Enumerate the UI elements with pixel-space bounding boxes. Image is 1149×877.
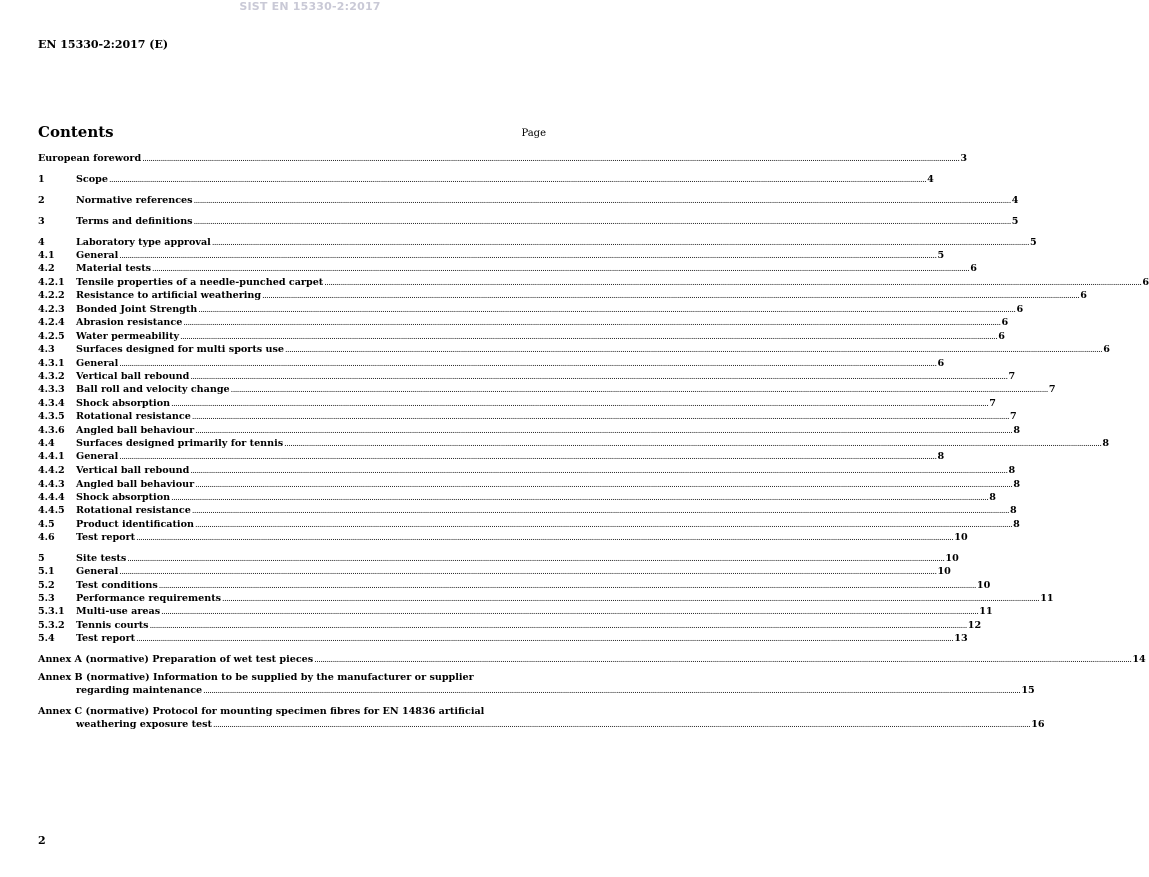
toc-entry-page: 10	[976, 580, 991, 591]
toc-entry-page: 8	[989, 492, 996, 503]
toc-entry-page: 8	[937, 451, 945, 462]
toc-entry-number: 4.3	[38, 344, 55, 355]
dot-leader: ................................................................................................................................................................................................................................................................................................................................................................................................................	[108, 175, 927, 184]
toc-entry[interactable]	[38, 316, 1009, 329]
toc-entry-title: Normative references	[76, 195, 193, 206]
toc-entry-title: General	[76, 358, 119, 369]
toc-entry[interactable]	[38, 450, 945, 463]
dot-leader: ................................................................................................................................................................................................................................................................................................................................................................................................................	[119, 452, 937, 461]
toc-entry-title: Scope	[76, 174, 108, 185]
toc-entry-title: Ball roll and velocity change	[76, 384, 230, 395]
toc-entry-number: 4.2.4	[38, 317, 65, 328]
toc-entry-page: 6	[1001, 317, 1009, 328]
toc-entry-number: 4.3.6	[38, 425, 65, 436]
toc-entry-page: 5	[937, 250, 945, 261]
toc-entry-page: 7	[1010, 411, 1017, 422]
toc-entry-page: 6	[970, 263, 977, 274]
toc-entry[interactable]	[38, 605, 993, 618]
toc-entry-page: 11	[979, 606, 993, 617]
toc-entry-page: 3	[960, 153, 968, 164]
dot-leader: ................................................................................................................................................................................................................................................................................................................................................................................................................	[262, 291, 1080, 300]
dot-leader: ................................................................................................................................................................................................................................................................................................................................................................................................................	[324, 278, 1142, 287]
toc-entry-title: Test report	[76, 532, 136, 543]
toc-entry-page: 8	[1013, 519, 1020, 530]
toc-entry-number: 4.4.3	[38, 479, 65, 490]
toc-entry-page: 5	[1011, 216, 1019, 227]
dot-leader: ................................................................................................................................................................................................................................................................................................................................................................................................................	[119, 359, 937, 368]
toc-entry-page: 6	[1080, 290, 1087, 301]
toc-entry[interactable]	[38, 410, 1017, 423]
toc-entry-page: 5	[1030, 237, 1037, 248]
toc-entry-page: 6	[1142, 277, 1149, 288]
toc-entry-title: Product identification	[76, 519, 194, 530]
toc-entry-page: 6	[1103, 344, 1110, 355]
dot-leader: ................................................................................................................................................................................................................................................................................................................................................................................................................	[136, 533, 954, 542]
contents-title: Contents	[38, 123, 114, 141]
toc-entry-page: 4	[927, 174, 934, 185]
toc-entry-number: 4.2.5	[38, 331, 65, 342]
toc-entry-number: 4.6	[38, 532, 55, 543]
toc-entry-number: 4.4.1	[38, 451, 65, 462]
toc-entry-number: 1	[38, 174, 45, 185]
toc-entry[interactable]	[38, 236, 1037, 249]
toc-entry[interactable]	[38, 531, 968, 544]
toc-entry-number: 5.3.2	[38, 620, 65, 631]
toc-entry[interactable]	[38, 478, 1021, 491]
toc-entry-title: Annex A (normative) Preparation of wet test pieces	[38, 654, 314, 665]
toc-entry-number: 2	[38, 195, 45, 206]
dot-leader: ................................................................................................................................................................................................................................................................................................................................................................................................................	[136, 634, 954, 643]
dot-leader: ................................................................................................................................................................................................................................................................................................................................................................................................................	[142, 154, 960, 163]
toc-entry[interactable]	[38, 262, 977, 275]
toc-entry-page: 6	[998, 331, 1005, 342]
toc-entry-title: Resistance to artificial weathering	[76, 290, 262, 301]
toc-entry[interactable]	[38, 579, 991, 592]
toc-entry-page: 10	[945, 553, 959, 564]
dot-leader: ................................................................................................................................................................................................................................................................................................................................................................................................................	[314, 655, 1132, 664]
toc-entry[interactable]	[38, 383, 1056, 396]
dot-leader: ................................................................................................................................................................................................................................................................................................................................................................................................................	[193, 196, 1011, 205]
toc-entry-title: Tensile properties of a needle-punched carpet	[76, 277, 324, 288]
toc-entry-title: Rotational resistance	[76, 411, 191, 422]
dot-leader: ................................................................................................................................................................................................................................................................................................................................................................................................................	[222, 594, 1040, 603]
standard-id: EN 15330-2:2017 (E)	[38, 38, 169, 51]
dot-leader: ................................................................................................................................................................................................................................................................................................................................................................................................................	[198, 305, 1016, 314]
dot-leader: ................................................................................................................................................................................................................................................................................................................................................................................................................	[190, 466, 1008, 475]
toc-entry[interactable]	[38, 464, 1016, 477]
toc-entry-page: 6	[1016, 304, 1024, 315]
dot-leader: ................................................................................................................................................................................................................................................................................................................................................................................................................	[158, 581, 976, 590]
toc-entry-title: Angled ball behaviour	[76, 479, 195, 490]
annex-title: Annex C (normative) Protocol for mounting specimen fibres for EN 14836 artificial	[38, 706, 485, 717]
toc-entry-title: Material tests	[76, 263, 152, 274]
toc-entry-title: Test report	[76, 633, 136, 644]
toc-entry-page: 7	[989, 398, 996, 409]
toc-entry-title: Shock absorption	[76, 492, 171, 503]
toc-entry[interactable]	[38, 504, 1017, 517]
watermark: SIST EN 15330-2:2017	[239, 0, 381, 13]
toc-entry-number: 5.3	[38, 593, 55, 604]
toc-entry-page: 8	[1102, 438, 1110, 449]
toc-entry[interactable]	[38, 552, 959, 565]
toc-entry[interactable]	[38, 194, 1019, 207]
toc-entry[interactable]	[38, 215, 1019, 228]
toc-entry-number: 4.4	[38, 438, 55, 449]
toc-entry[interactable]	[38, 289, 1087, 302]
dot-leader: ................................................................................................................................................................................................................................................................................................................................................................................................................	[119, 251, 937, 260]
toc-entry[interactable]	[38, 370, 1016, 383]
dot-leader: ................................................................................................................................................................................................................................................................................................................................................................................................................	[230, 385, 1048, 394]
page-column-label: Page	[521, 128, 546, 139]
toc-entry-page: 6	[937, 358, 945, 369]
toc-entry[interactable]	[38, 437, 1110, 450]
toc-entry-title: Laboratory type approval	[76, 237, 211, 248]
annex-title: Annex B (normative) Information to be supplied by the manufacturer or supplier	[38, 672, 474, 683]
toc-entry-page: 10	[954, 532, 968, 543]
toc-entry-number: 4.2.2	[38, 290, 65, 301]
toc-entry-title: General	[76, 451, 119, 462]
toc-entry-title: Vertical ball rebound	[76, 371, 190, 382]
toc-entry-number: 4.1	[38, 250, 55, 261]
dot-leader: ................................................................................................................................................................................................................................................................................................................................................................................................................	[149, 621, 967, 630]
dot-leader: ................................................................................................................................................................................................................................................................................................................................................................................................................	[194, 520, 1013, 529]
toc-entry-number: 4.2.3	[38, 304, 65, 315]
toc-entry-title: Shock absorption	[76, 398, 171, 409]
toc-entry[interactable]	[38, 592, 1054, 605]
toc-annex-entry[interactable]	[38, 705, 1045, 731]
toc-entry[interactable]	[38, 424, 1021, 437]
toc-entry[interactable]	[38, 173, 934, 186]
toc-entry-title: Rotational resistance	[76, 505, 191, 516]
toc-entry-page: 4	[1011, 195, 1019, 206]
toc-entry-number: 5	[38, 553, 45, 564]
toc-annex-entry[interactable]	[38, 671, 1035, 697]
toc-entry-title: Surfaces designed for multi sports use	[76, 344, 285, 355]
toc-entry-page: 15	[1021, 685, 1035, 696]
annex-title-continued: regarding maintenance	[76, 685, 203, 696]
toc-entry-page: 10	[937, 566, 951, 577]
toc-entry[interactable]	[38, 518, 1020, 531]
dot-leader: ................................................................................................................................................................................................................................................................................................................................................................................................................	[152, 264, 970, 273]
toc-entry[interactable]	[38, 276, 1149, 289]
toc-entry-title: Surfaces designed primarily for tennis	[76, 438, 284, 449]
toc-entry-page: 8	[1010, 505, 1017, 516]
toc-entry[interactable]	[38, 653, 1146, 666]
toc-entry-title: Terms and definitions	[76, 216, 193, 227]
toc-entry-title: Test conditions	[76, 580, 158, 591]
dot-leader: ................................................................................................................................................................................................................................................................................................................................................................................................................	[183, 318, 1001, 327]
toc-entry-page: 12	[967, 620, 982, 631]
toc-entry-number: 3	[38, 216, 45, 227]
toc-entry-page: 7	[1008, 371, 1016, 382]
dot-leader: ................................................................................................................................................................................................................................................................................................................................................................................................................	[284, 439, 1102, 448]
dot-leader: ................................................................................................................................................................................................................................................................................................................................................................................................................	[119, 567, 937, 576]
toc-entry-number: 4.4.5	[38, 505, 65, 516]
toc-entry-title: Site tests	[76, 553, 127, 564]
toc-entry-title: Tennis courts	[76, 620, 149, 631]
dot-leader: ................................................................................................................................................................................................................................................................................................................................................................................................................	[127, 554, 945, 563]
toc-entry-number: 5.2	[38, 580, 55, 591]
toc-entry-page: 14	[1132, 654, 1146, 665]
toc-entry[interactable]	[38, 343, 1110, 356]
dot-leader: ................................................................................................................................................................................................................................................................................................................................................................................................................	[193, 217, 1011, 226]
toc-entry-number: 5.1	[38, 566, 55, 577]
toc-entry-number: 4.4.4	[38, 492, 65, 503]
toc-entry-title: General	[76, 566, 119, 577]
toc-entry-number: 4.5	[38, 519, 55, 530]
toc-entry-page: 13	[954, 633, 968, 644]
toc-entry-page: 16	[1031, 719, 1045, 730]
toc-entry[interactable]	[38, 632, 968, 645]
toc-entry-number: 5.3.1	[38, 606, 65, 617]
toc-entry-title: Water permeability	[76, 331, 180, 342]
dot-leader: ................................................................................................................................................................................................................................................................................................................................................................................................................	[195, 426, 1013, 435]
toc-entry-title: Multi-use areas	[76, 606, 161, 617]
toc-entry[interactable]	[38, 357, 945, 370]
toc-entry[interactable]	[38, 491, 996, 504]
toc-entry[interactable]	[38, 303, 1024, 316]
dot-leader: ................................................................................................................................................................................................................................................................................................................................................................................................................	[171, 399, 989, 408]
dot-leader: ................................................................................................................................................................................................................................................................................................................................................................................................................	[195, 480, 1013, 489]
toc-entry[interactable]	[38, 619, 982, 632]
toc-entry-number: 4.3.5	[38, 411, 65, 422]
toc-entry-title: Vertical ball rebound	[76, 465, 190, 476]
toc-entry-number: 4.2.1	[38, 277, 65, 288]
toc-entry[interactable]	[38, 330, 1005, 343]
toc-entry-title: Performance requirements	[76, 593, 222, 604]
dot-leader: ................................................................................................................................................................................................................................................................................................................................................................................................................	[191, 412, 1010, 421]
toc-entry-page: 11	[1040, 593, 1054, 604]
toc-entry-title: European foreword	[38, 153, 142, 164]
toc-entry-number: 4.3.4	[38, 398, 65, 409]
dot-leader: ................................................................................................................................................................................................................................................................................................................................................................................................................	[190, 372, 1008, 381]
toc-entry-title: Angled ball behaviour	[76, 425, 195, 436]
annex-title-continued: weathering exposure test	[76, 719, 212, 730]
toc-entry-title: Bonded Joint Strength	[76, 304, 198, 315]
dot-leader: ................................................................................................................................................................................................................................................................................................................................................................................................................	[191, 506, 1010, 515]
footer-page-number: 2	[38, 834, 46, 847]
toc-entry[interactable]	[38, 152, 968, 165]
toc-entry-number: 4	[38, 237, 45, 248]
dot-leader: ................................................................................................................................................................................................................................................................................................................................................................................................................	[161, 607, 979, 616]
dot-leader: ................................................................................................................................................................................................................................................................................................................................................................................................................	[171, 493, 989, 502]
toc-entry-page: 8	[1013, 479, 1021, 490]
toc-entry-number: 4.4.2	[38, 465, 65, 476]
toc-entry-title: General	[76, 250, 119, 261]
dot-leader: ................................................................................................................................................................................................................................................................................................................................................................................................................	[285, 345, 1103, 354]
toc-entry-page: 8	[1013, 425, 1021, 436]
toc-entry-page: 8	[1008, 465, 1016, 476]
toc-entry-number: 4.3.3	[38, 384, 65, 395]
toc-entry[interactable]	[38, 565, 951, 578]
toc-entry-page: 7	[1048, 384, 1056, 395]
dot-leader: ................................................................................................................................................................................................................................................................................................................................................................................................................	[213, 720, 1031, 729]
toc-entry-number: 4.2	[38, 263, 55, 274]
toc-entry-number: 4.3.1	[38, 358, 65, 369]
toc-entry[interactable]	[38, 249, 945, 262]
toc-entry-number: 4.3.2	[38, 371, 65, 382]
dot-leader: ................................................................................................................................................................................................................................................................................................................................................................................................................	[211, 238, 1030, 247]
toc-entry-number: 5.4	[38, 633, 55, 644]
dot-leader: ................................................................................................................................................................................................................................................................................................................................................................................................................	[180, 332, 998, 341]
toc-entry-title: Abrasion resistance	[76, 317, 183, 328]
dot-leader: ................................................................................................................................................................................................................................................................................................................................................................................................................	[203, 686, 1021, 695]
toc-entry[interactable]	[38, 397, 996, 410]
